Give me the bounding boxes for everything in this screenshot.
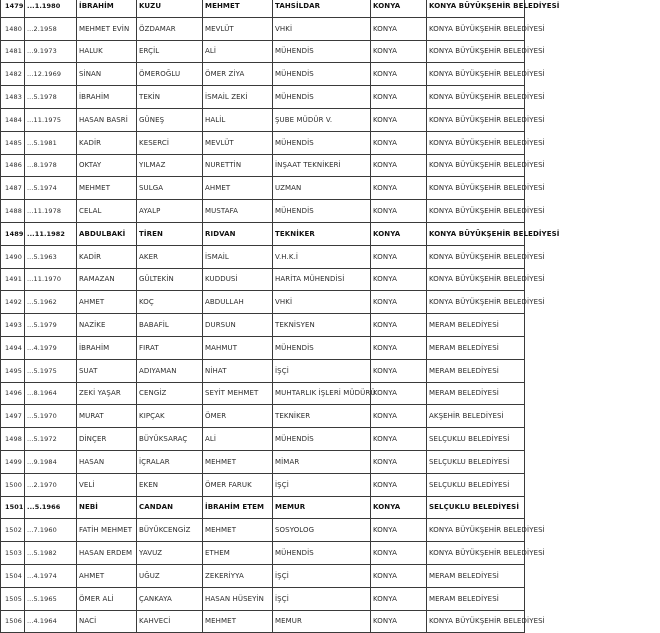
institution-cell: KONYA BÜYÜKŞEHİR BELEDİYESİ [427,86,525,109]
birth-date-cell: ...11.1970 [25,268,77,291]
birth-date-cell: ...4.1979 [25,336,77,359]
job-title-cell: MÜHENDİS [273,63,371,86]
birth-date-cell: ...9.1984 [25,450,77,473]
last-name-cell: BÜYÜKSARAÇ [137,428,203,451]
city-cell: KONYA [371,131,427,154]
father-name-cell: ZEKERİYYA [203,564,273,587]
father-name-cell: MUSTAFA [203,200,273,223]
institution-cell: MERAM BELEDİYESİ [427,587,525,610]
last-name-cell: BÜYÜKCENGİZ [137,519,203,542]
table-body [1,0,560,633]
last-name-cell: GÜNEŞ [137,108,203,131]
first-name-cell: AHMET [77,291,137,314]
father-name-cell: MEHMET [203,0,273,17]
row-number: 1479 [1,0,25,17]
last-name-cell: ADIYAMAN [137,359,203,382]
father-name-cell: KUDDUSİ [203,268,273,291]
job-title-cell: MÜHENDİS [273,428,371,451]
first-name-cell: SUAT [77,359,137,382]
city-cell: KONYA [371,519,427,542]
last-name-cell: KAHVECİ [137,610,203,633]
job-title-cell: MÜHENDİS [273,542,371,565]
father-name-cell: İSMAİL ZEKİ [203,86,273,109]
job-title-cell: MEMUR [273,496,371,519]
table-row [1,564,525,587]
first-name-cell: ZEKİ YAŞAR [77,382,137,405]
city-cell: KONYA [371,200,427,223]
job-title-cell: UZMAN [273,177,371,200]
first-name-cell: İBRAHİM [77,0,137,17]
table-row [1,222,525,245]
institution-cell: KONYA BÜYÜKŞEHİR BELEDİYESİ [427,610,525,633]
row-number: 1484 [1,108,25,131]
row-number: 1505 [1,587,25,610]
table-row [1,610,525,633]
birth-date-cell: ...5.1979 [25,314,77,337]
institution-cell: KONYA BÜYÜKŞEHİR BELEDİYESİ [427,542,525,565]
father-name-cell: NURETTİN [203,154,273,177]
job-title-cell: MÜHENDİS [273,131,371,154]
institution-cell: KONYA BÜYÜKŞEHİR BELEDİYESİ [427,40,525,63]
city-cell: KONYA [371,177,427,200]
job-title-cell: TEKNİKER [273,405,371,428]
last-name-cell: FIRAT [137,336,203,359]
job-title-cell: HARİTA MÜHENDİSİ [273,268,371,291]
institution-cell: KONYA BÜYÜKŞEHİR BELEDİYESİ [427,200,525,223]
institution-cell: SELÇUKLU BELEDİYESİ [427,473,525,496]
father-name-cell: ALİ [203,40,273,63]
institution-cell: AKŞEHİR BELEDİYESİ [427,405,525,428]
birth-date-cell: ...12.1969 [25,63,77,86]
institution-cell: KONYA BÜYÜKŞEHİR BELEDİYESİ [427,154,525,177]
city-cell: KONYA [371,359,427,382]
city-cell: KONYA [371,222,427,245]
table-row [1,0,525,17]
last-name-cell: KESERCİ [137,131,203,154]
father-name-cell: ÖMER [203,405,273,428]
last-name-cell: ÇANKAYA [137,587,203,610]
city-cell: KONYA [371,428,427,451]
table-row [1,542,525,565]
birth-date-cell: ...5.1974 [25,177,77,200]
first-name-cell: MURAT [77,405,137,428]
table-row [1,473,525,496]
birth-date-cell: ...5.1965 [25,587,77,610]
city-cell: KONYA [371,154,427,177]
first-name-cell: NEBİ [77,496,137,519]
first-name-cell: HALUK [77,40,137,63]
job-title-cell: V.H.K.İ [273,245,371,268]
table-row [1,131,525,154]
last-name-cell: ÖZDAMAR [137,17,203,40]
table-row [1,17,525,40]
table-row [1,108,525,131]
birth-date-cell: ...1.1980 [25,0,77,17]
row-number: 1490 [1,245,25,268]
table-row [1,336,525,359]
row-number: 1497 [1,405,25,428]
city-cell: KONYA [371,587,427,610]
table-row [1,382,525,405]
institution-cell: KONYA BÜYÜKŞEHİR BELEDİYESİ [427,268,525,291]
row-number: 1488 [1,200,25,223]
table-row [1,154,525,177]
city-cell: KONYA [371,542,427,565]
first-name-cell: MEHMET [77,177,137,200]
row-number: 1493 [1,314,25,337]
row-number: 1503 [1,542,25,565]
institution-cell: KONYA BÜYÜKŞEHİR BELEDİYESİ [427,222,525,245]
father-name-cell: MEHMET [203,519,273,542]
job-title-cell: TAHSİLDAR [273,0,371,17]
city-cell: KONYA [371,86,427,109]
last-name-cell: TİREN [137,222,203,245]
row-number: 1506 [1,610,25,633]
father-name-cell: MAHMUT [203,336,273,359]
institution-cell: KONYA BÜYÜKŞEHİR BELEDİYESİ [427,0,525,17]
table-row [1,200,525,223]
last-name-cell: TEKİN [137,86,203,109]
father-name-cell: MEHMET [203,450,273,473]
birth-date-cell: ...5.1982 [25,542,77,565]
first-name-cell: NACİ [77,610,137,633]
father-name-cell: AHMET [203,177,273,200]
father-name-cell: MEHMET [203,610,273,633]
city-cell: KONYA [371,0,427,17]
city-cell: KONYA [371,450,427,473]
first-name-cell: MEHMET EVİN [77,17,137,40]
city-cell: KONYA [371,610,427,633]
last-name-cell: BABAFİL [137,314,203,337]
table-row [1,405,525,428]
birth-date-cell: ...9.1973 [25,40,77,63]
first-name-cell: İBRAHİM [77,336,137,359]
institution-cell: SELÇUKLU BELEDİYESİ [427,450,525,473]
institution-cell: KONYA BÜYÜKŞEHİR BELEDİYESİ [427,131,525,154]
first-name-cell: CELAL [77,200,137,223]
father-name-cell: MEVLÜT [203,131,273,154]
last-name-cell: EKEN [137,473,203,496]
job-title-cell: MÜHENDİS [273,86,371,109]
table-row [1,314,525,337]
job-title-cell: VHKİ [273,17,371,40]
last-name-cell: KIPÇAK [137,405,203,428]
father-name-cell: RIDVAN [203,222,273,245]
table-row [1,587,525,610]
first-name-cell: HASAN ERDEM [77,542,137,565]
first-name-cell: ABDULBAKİ [77,222,137,245]
job-title-cell: İŞÇİ [273,587,371,610]
birth-date-cell: ...7.1960 [25,519,77,542]
first-name-cell: AHMET [77,564,137,587]
row-number: 1481 [1,40,25,63]
first-name-cell: KADİR [77,245,137,268]
city-cell: KONYA [371,245,427,268]
row-number: 1487 [1,177,25,200]
table-row [1,519,525,542]
table-row [1,428,525,451]
table-row [1,496,525,519]
last-name-cell: CENGİZ [137,382,203,405]
birth-date-cell: ...8.1964 [25,382,77,405]
table-row [1,63,525,86]
father-name-cell: DURSUN [203,314,273,337]
city-cell: KONYA [371,17,427,40]
first-name-cell: FATİH MEHMET [77,519,137,542]
row-number: 1499 [1,450,25,473]
job-title-cell: İŞÇİ [273,359,371,382]
father-name-cell: MEVLÜT [203,17,273,40]
table-row [1,245,525,268]
first-name-cell: RAMAZAN [77,268,137,291]
institution-cell: KONYA BÜYÜKŞEHİR BELEDİYESİ [427,177,525,200]
birth-date-cell: ...5.1975 [25,359,77,382]
city-cell: KONYA [371,268,427,291]
table-row [1,177,525,200]
last-name-cell: KUZU [137,0,203,17]
institution-cell: KONYA BÜYÜKŞEHİR BELEDİYESİ [427,17,525,40]
city-cell: KONYA [371,564,427,587]
father-name-cell: ÖMER ZİYA [203,63,273,86]
city-cell: KONYA [371,382,427,405]
birth-date-cell: ...2.1958 [25,17,77,40]
city-cell: KONYA [371,291,427,314]
job-title-cell: TEKNİKER [273,222,371,245]
birth-date-cell: ...5.1966 [25,496,77,519]
institution-cell: KONYA BÜYÜKŞEHİR BELEDİYESİ [427,108,525,131]
birth-date-cell: ...4.1964 [25,610,77,633]
last-name-cell: AYALP [137,200,203,223]
row-number: 1486 [1,154,25,177]
father-name-cell: HASAN HÜSEYİN [203,587,273,610]
last-name-cell: GÜLTEKİN [137,268,203,291]
job-title-cell: İŞÇİ [273,564,371,587]
row-number: 1504 [1,564,25,587]
city-cell: KONYA [371,314,427,337]
job-title-cell: İNŞAAT TEKNİKERİ [273,154,371,177]
father-name-cell: ETHEM [203,542,273,565]
row-number: 1480 [1,17,25,40]
row-number: 1501 [1,496,25,519]
table-row [1,291,525,314]
first-name-cell: NAZİKE [77,314,137,337]
city-cell: KONYA [371,473,427,496]
job-title-cell: TEKNİSYEN [273,314,371,337]
job-title-cell: SOSYOLOG [273,519,371,542]
father-name-cell: ÖMER FARUK [203,473,273,496]
city-cell: KONYA [371,40,427,63]
job-title-cell: MÜHENDİS [273,200,371,223]
city-cell: KONYA [371,336,427,359]
father-name-cell: İSMAİL [203,245,273,268]
father-name-cell: SEYİT MEHMET [203,382,273,405]
last-name-cell: İÇRALAR [137,450,203,473]
institution-cell: KONYA BÜYÜKŞEHİR BELEDİYESİ [427,291,525,314]
birth-date-cell: ...8.1978 [25,154,77,177]
institution-cell: MERAM BELEDİYESİ [427,382,525,405]
first-name-cell: VELİ [77,473,137,496]
birth-date-cell: ...5.1963 [25,245,77,268]
birth-date-cell: ...5.1978 [25,86,77,109]
job-title-cell: MÜHENDİS [273,40,371,63]
table-row [1,359,525,382]
city-cell: KONYA [371,63,427,86]
birth-date-cell: ...5.1970 [25,405,77,428]
last-name-cell: YAVUZ [137,542,203,565]
last-name-cell: AKER [137,245,203,268]
birth-date-cell: ...5.1962 [25,291,77,314]
last-name-cell: UĞUZ [137,564,203,587]
row-number: 1489 [1,222,25,245]
birth-date-cell: ...2.1970 [25,473,77,496]
table-row [1,268,525,291]
institution-cell: SELÇUKLU BELEDİYESİ [427,428,525,451]
row-number: 1498 [1,428,25,451]
row-number: 1496 [1,382,25,405]
institution-cell: MERAM BELEDİYESİ [427,564,525,587]
job-title-cell: ŞUBE MÜDÜR V. [273,108,371,131]
row-number: 1494 [1,336,25,359]
row-number: 1482 [1,63,25,86]
institution-cell: KONYA BÜYÜKŞEHİR BELEDİYESİ [427,519,525,542]
first-name-cell: OKTAY [77,154,137,177]
last-name-cell: YILMAZ [137,154,203,177]
last-name-cell: CANDAN [137,496,203,519]
birth-date-cell: ...11.1982 [25,222,77,245]
row-number: 1483 [1,86,25,109]
institution-cell: MERAM BELEDİYESİ [427,336,525,359]
last-name-cell: ERÇİL [137,40,203,63]
father-name-cell: İBRAHİM ETEM [203,496,273,519]
job-title-cell: MUHTARLIK İŞLERİ MÜDÜRÜ [273,382,371,405]
first-name-cell: İBRAHİM [77,86,137,109]
father-name-cell: ALİ [203,428,273,451]
job-title-cell: İŞÇİ [273,473,371,496]
city-cell: KONYA [371,496,427,519]
row-number: 1495 [1,359,25,382]
last-name-cell: ÖMEROĞLU [137,63,203,86]
first-name-cell: SİNAN [77,63,137,86]
row-number: 1502 [1,519,25,542]
last-name-cell: SULGA [137,177,203,200]
first-name-cell: DİNÇER [77,428,137,451]
table-row [1,450,525,473]
job-title-cell: MİMAR [273,450,371,473]
job-title-cell: MEMUR [273,610,371,633]
row-number: 1500 [1,473,25,496]
institution-cell: SELÇUKLU BELEDİYESİ [427,496,525,519]
institution-cell: MERAM BELEDİYESİ [427,359,525,382]
city-cell: KONYA [371,108,427,131]
father-name-cell: NİHAT [203,359,273,382]
birth-date-cell: ...5.1981 [25,131,77,154]
first-name-cell: HASAN [77,450,137,473]
first-name-cell: ÖMER ALİ [77,587,137,610]
job-title-cell: MÜHENDİS [273,336,371,359]
institution-cell: MERAM BELEDİYESİ [427,314,525,337]
first-name-cell: HASAN BASRİ [77,108,137,131]
row-number: 1492 [1,291,25,314]
city-cell: KONYA [371,405,427,428]
table-row [1,86,525,109]
table-row [1,40,525,63]
father-name-cell: ABDULLAH [203,291,273,314]
birth-date-cell: ...11.1978 [25,200,77,223]
last-name-cell: KOÇ [137,291,203,314]
job-title-cell: VHKİ [273,291,371,314]
institution-cell: KONYA BÜYÜKŞEHİR BELEDİYESİ [427,245,525,268]
row-number: 1485 [1,131,25,154]
birth-date-cell: ...4.1974 [25,564,77,587]
institution-cell: KONYA BÜYÜKŞEHİR BELEDİYESİ [427,63,525,86]
first-name-cell: KADİR [77,131,137,154]
father-name-cell: HALİL [203,108,273,131]
birth-date-cell: ...5.1972 [25,428,77,451]
row-number: 1491 [1,268,25,291]
birth-date-cell: ...11.1975 [25,108,77,131]
